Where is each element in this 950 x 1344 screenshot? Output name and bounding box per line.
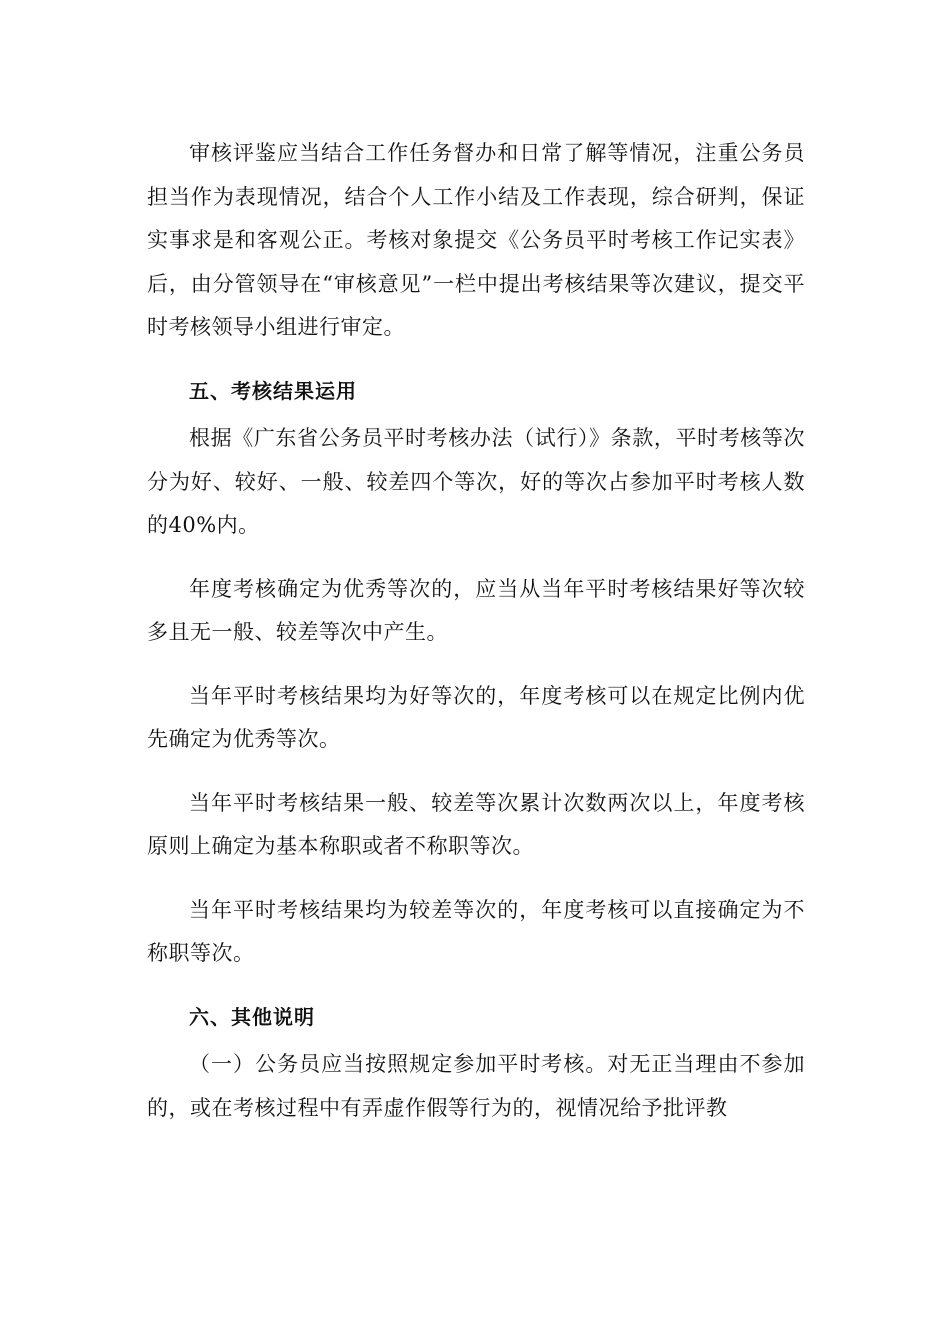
paragraph-all-good: 当年平时考核结果均为好等次的，年度考核可以在规定比例内优先确定为优秀等次。 [147,683,805,751]
section-heading-results-application: 五、考核结果运用 [189,378,357,403]
spacer [147,869,805,889]
section-heading-other-notes: 六、其他说明 [189,1004,315,1029]
spacer [147,350,805,370]
spacer [147,762,805,782]
document-body [147,132,805,1130]
spacer [147,655,805,675]
spacer [147,548,805,568]
paragraph-excellent-grade: 年度考核确定为优秀等次的，应当从当年平时考核结果好等次较多且无一般、较差等次中产生。 [147,576,805,644]
paragraph-general-poor: 当年平时考核结果一般、较差等次累计次数两次以上，年度考核原则上确定为基本称职或者不称职等次。 [147,790,805,858]
paragraph-review-evaluation: 审核评鉴应当结合工作任务督办和日常了解等情况，注重公务员担当作为表现情况，结合个人工作小结及工作表现，综合研判，保证实事求是和客观公正。考核对象提交《公务员平时考核工作记实表》后，由分管领导在“审核意见”一栏中提出考核结果等次建议，提交平时考核领导小组进行审定。 [147,141,805,339]
paragraph-grade-levels: 根据《广东省公务员平时考核办法（试行）》条款，平时考核等次分为好、较好、一般、较差四个等次，好的等次占参加平时考核人数的40%内。 [147,426,805,537]
paragraph-all-poor: 当年平时考核结果均为较差等次的，年度考核可以直接确定为不称职等次。 [147,897,805,965]
paragraph-participation-rule: （一）公务员应当按照规定参加平时考核。对无正当理由不参加的，或在考核过程中有弄虚作假等行为的，视情况给予批评教 [147,1052,805,1120]
spacer [147,976,805,996]
